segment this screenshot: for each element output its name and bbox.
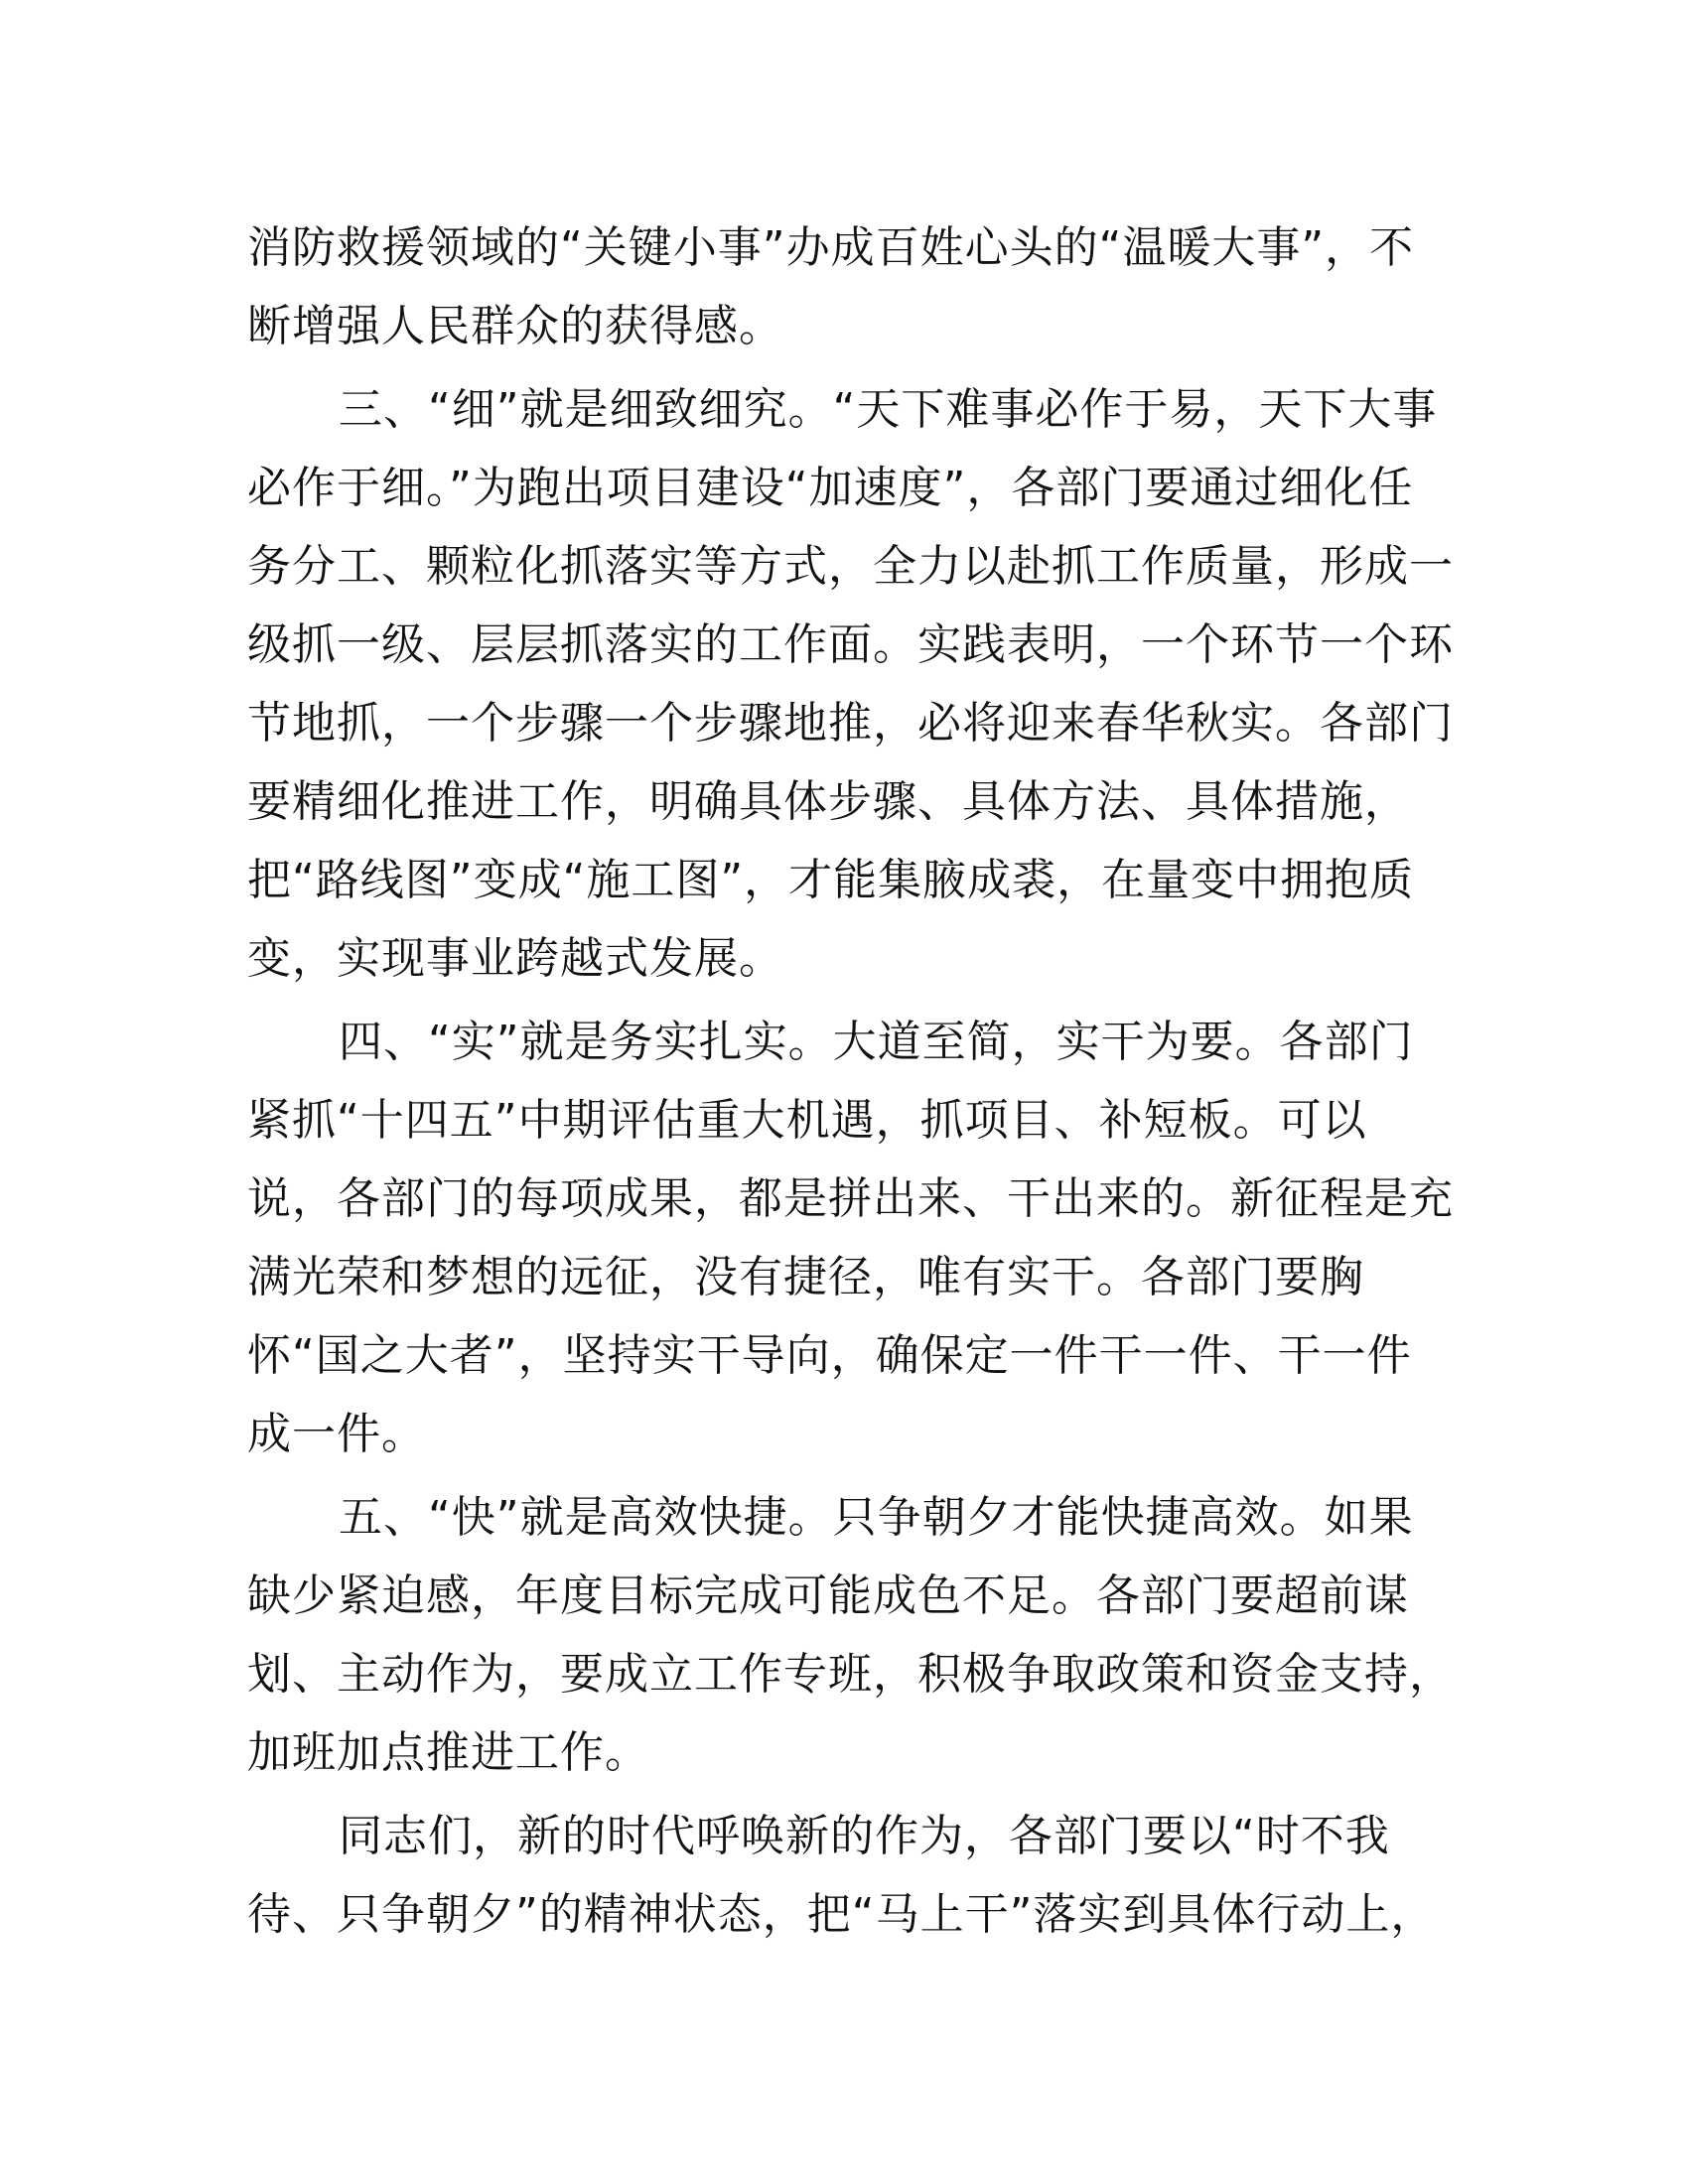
text-line: 要精细化推进工作，明确具体步骤、具体方法、具体措施， [247,776,1409,827]
paragraph-continuation [247,208,1439,365]
text-line-first: 五、“快”就是高效快捷。只争朝夕才能快捷高效。如果 [339,1492,1414,1543]
text-line-first: 三、“细”就是细致细究。“天下难事必作于易，天下大事 [339,384,1438,435]
paragraph-xi [247,370,1454,998]
text-line: 断增强人民群众的获得感。 [247,301,783,351]
text-line: 必作于细。”为跑出项目建设“加速度”，各部门要通过细化任 [247,463,1414,513]
paragraph-shi [247,1003,1454,1473]
text-line: 消防救援领域的“关键小事”办成百姓心头的“温暖大事”，不 [247,222,1415,273]
text-line-first: 同志们，新的时代呼唤新的作为，各部门要以“时不我 [339,1811,1390,1861]
paragraph-closing [247,1797,1439,1954]
text-line: 怀“国之大者”，坚持实干导向，确保定一件干一件、干一件 [247,1330,1412,1381]
text-line: 加班加点推进工作。 [247,1727,649,1778]
text-line: 缺少紧迫感，年度目标完成可能成色不足。各部门要超前谋 [247,1570,1409,1621]
text-line: 级抓一级、层层抓落实的工作面。实践表明，一个环节一个环 [247,619,1454,670]
text-line: 说，各部门的每项成果，都是拼出来、干出来的。新征程是充 [247,1173,1454,1224]
text-line-first: 四、“实”就是务实扎实。大道至简，实干为要。各部门 [339,1017,1414,1067]
text-line: 满光荣和梦想的远征，没有捷径，唯有实干。各部门要胸 [247,1252,1364,1302]
text-line: 变，实现事业跨越式发展。 [247,933,783,984]
text-line: 划、主动作为，要成立工作专班，积极争取政策和资金支持， [247,1649,1454,1700]
text-line: 待、只争朝夕”的精神状态，把“马上干”落实到具体行动上， [247,1889,1436,1940]
text-line: 紧抓“十四五”中期评估重大机遇，抓项目、补短板。可以 [247,1095,1367,1146]
paragraph-kuai [247,1478,1454,1792]
text-line: 务分工、颗粒化抓落实等方式，全力以赴抓工作质量，形成一 [247,541,1454,592]
text-line: 成一件。 [247,1409,426,1459]
text-line: 把“路线图”变成“施工图”，才能集腋成裘，在量变中拥抱质 [247,855,1415,905]
document-body [247,208,1454,1954]
text-line: 节地抓，一个步骤一个步骤地推，必将迎来春华秋实。各部门 [247,698,1454,749]
